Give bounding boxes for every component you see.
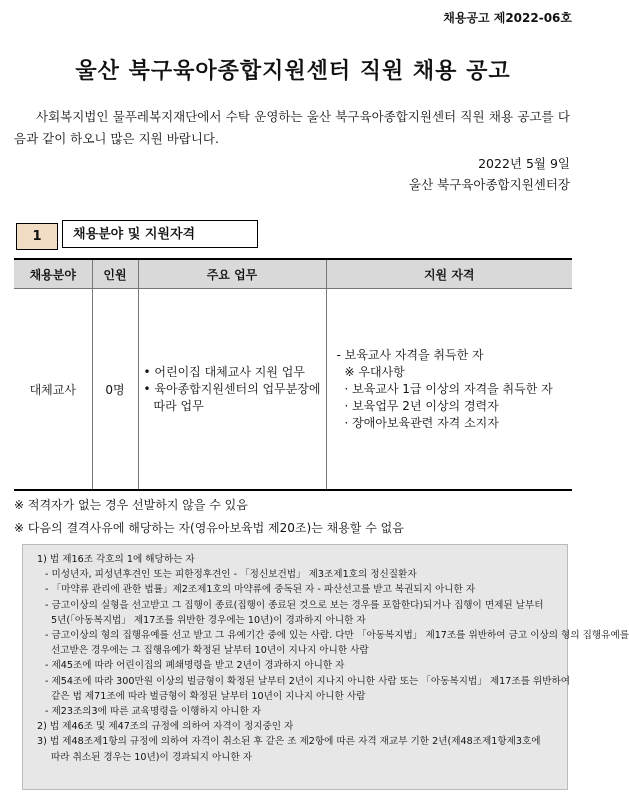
intro-paragraph [14, 106, 570, 150]
section-title: 채용분야 및 지원자격 [62, 220, 258, 248]
intro-text: 사회복지법인 물푸레복지재단에서 수탁 운영하는 울산 북구육아종합지원센터 직원 채용 공고를 다음과 같이 하오니 많은 지원 바랍니다. [14, 109, 570, 146]
issuer: 울산 북구육아종합지원센터장 [409, 177, 570, 192]
issue-date: 2022년 5월 9일 [478, 156, 570, 171]
header-qualifications: 지원 자격 [326, 259, 572, 289]
disqualification-line: 같은 법 제71조에 따라 벌금형이 확정된 날부터 10년이 지나지 아니한 사람 [51, 690, 366, 702]
duty-item: • 어린이집 대체교사 지원 업무 [143, 364, 305, 379]
disqualification-line: 5년(「아동복지법」 제17조를 위반한 경우에는 10년)이 경과하지 아니한 자 [51, 614, 366, 626]
disqualification-line: 3) 법 제48조제1항의 규정에 의하여 자격이 취소된 후 같은 조 제2항에 따른 자격 재교부 기한 2년(제48조제1항제3호에 [37, 736, 541, 748]
cell-duties [138, 289, 326, 491]
disqualification-line: - 제23조의3에 따른 교육명령을 이행하지 아니한 자 [45, 706, 262, 718]
notice-number: 채용공고 제2022-06호 [443, 11, 572, 25]
disqualification-line: 1) 법 제16조 각호의 1에 해당하는 자 [37, 554, 195, 565]
disqualification-line: - 제54조에 따라 300만원 이상의 벌금형이 확정된 날부터 2년이 지나지 아니한 사람 또는 「아동복지법」 제17조를 위반하여 [45, 675, 570, 687]
duty-item: • 육아종합지원센터의 업무분장에 따라 업무 [143, 381, 321, 413]
disqualification-line: - 미성년자, 피성년후견인 또는 피한정후견인 - 「정신보건법」 제3조제1호의 정신질환자 [45, 569, 417, 581]
disqualification-line: - 제45조에 따라 어린이집의 폐쇄명령을 받고 2년이 경과하지 아니한 자 [45, 660, 345, 672]
disqualification-box [22, 544, 629, 790]
table-row [14, 289, 572, 491]
header-count: 인원 [92, 259, 138, 289]
note-no-candidate: ※ 적격자가 없는 경우 선발하지 않을 수 있음 [14, 498, 248, 512]
issue-block [409, 153, 570, 195]
table-header-row [14, 259, 572, 289]
qual-item: ※ 우대사항 [344, 364, 405, 379]
disqualification-line: 선고받은 경우에는 그 집행유예가 확정된 날부터 10년이 지나지 아니한 사람 [51, 645, 369, 657]
header-duties: 주요 업무 [138, 259, 326, 289]
recruitment-table [14, 258, 572, 491]
disqualification-line: - 금고이상의 형의 집행유예를 선고 받고 그 유예기간 중에 있는 사람. 다만 「아동복지법」 제17조를 위반하여 금고 이상의 형의 집행유예를 [45, 630, 629, 642]
disqualification-line: - 「마약류 관리에 관한 법률」제2조제1호의 마약류에 중독된 자 - 파산선고를 받고 복권되지 아니한 자 [45, 584, 476, 596]
disqualification-line: 따라 취소된 경우는 10년)이 경과되지 아니한 자 [51, 751, 253, 763]
cell-qualifications [326, 289, 572, 491]
cell-count: 0명 [92, 289, 138, 491]
header-field: 채용분야 [14, 259, 92, 289]
qual-item: - 보육교사 자격을 취득한 자 [336, 347, 484, 362]
page-title: 울산 북구육아종합지원센터 직원 채용 공고 [75, 59, 511, 84]
note-disqualification: ※ 다음의 결격사유에 해당하는 자(영유아보육법 제20조)는 채용할 수 없음 [14, 521, 404, 535]
qual-item: · 보육교사 1급 이상의 자격을 취득한 자 [344, 381, 553, 396]
disqualification-line: - 금고이상의 실형을 선고받고 그 집행이 종료(집행이 종료된 것으로 보는 경우를 포함한다)되거나 집행이 면제된 날부터 [45, 599, 544, 611]
disqualification-line: 2) 법 제46조 및 제47조의 규정에 의하여 자격이 정지중인 자 [37, 721, 294, 733]
cell-field: 대체교사 [14, 289, 92, 491]
qual-item: · 장애아보육관련 자격 소지자 [344, 415, 499, 430]
qual-item: · 보육업무 2년 이상의 경력자 [344, 398, 499, 413]
section-number: 1 [16, 223, 58, 250]
